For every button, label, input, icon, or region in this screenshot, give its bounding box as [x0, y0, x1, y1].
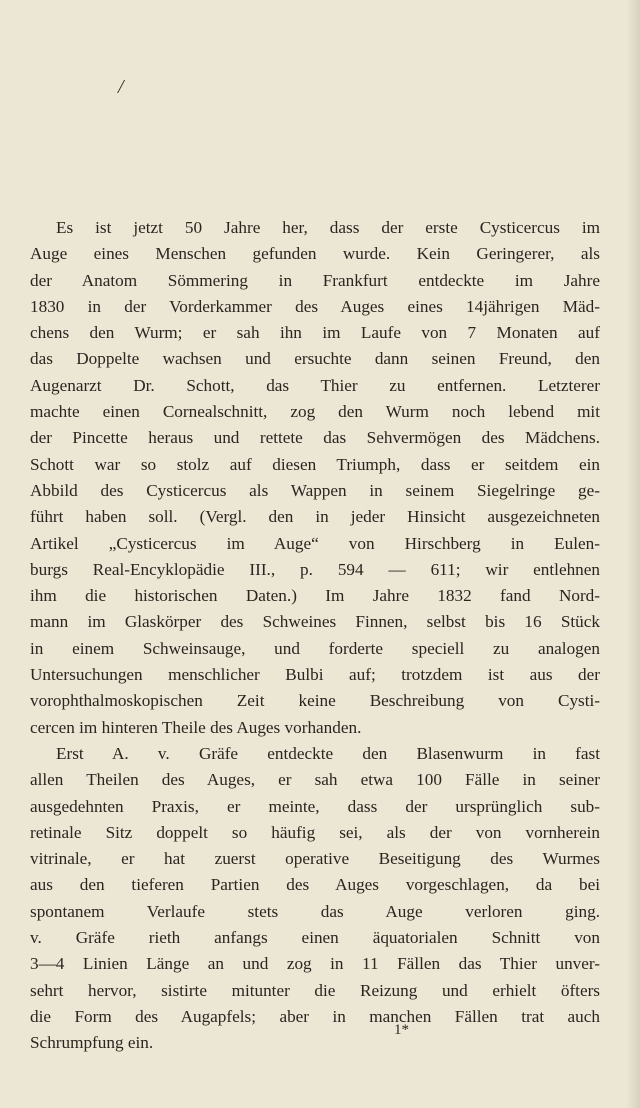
text-line: mann im Glaskörper des Schweines Finnen, selbst bis 16 Stück [30, 612, 600, 632]
text-line: ausgedehnten Praxis, er meinte, dass der ursprünglich sub- [30, 796, 600, 816]
text-line: Es ist jetzt 50 Jahre her, dass der erste Cysticercus im [56, 218, 600, 237]
text-line: Augenarzt Dr. Schott, das Thier zu entfernen. Letzterer [30, 375, 600, 395]
text-line: in einem Schweinsauge, und forderte speciell zu analogen [30, 638, 600, 658]
text-line: Erst A. v. Gräfe entdeckte den Blasenwurm in fast [56, 743, 600, 763]
text-line: v. Gräfe rieth anfangs einen äquatorialen Schnitt von [30, 928, 600, 948]
text-line: Abbild des Cysticercus als Wappen in seinem Siegelringe ge- [30, 480, 600, 500]
text-line: allen Theilen des Auges, er sah etwa 100 Fälle in seiner [30, 770, 600, 790]
page-number: 1* [394, 1022, 409, 1038]
text-line: der Pincette heraus und rettete das Sehvermögen des Mädchens. [30, 428, 600, 448]
text-line: Artikel „Cysticercus im Auge“ von Hirschberg in Eulen- [30, 533, 600, 553]
text-line: führt haben soll. (Vergl. den in jeder Hinsicht ausgezeichneten [30, 507, 600, 527]
text-line: burgs Real-Encyklopädie III., p. 594 — 611; wir entlehnen [30, 559, 600, 579]
body-text [30, 215, 600, 1057]
text-line: aus den tieferen Partien des Auges vorgeschlagen, da bei [30, 875, 600, 895]
text-line: Schott war so stolz auf diesen Triumph, dass er seitdem ein [30, 454, 600, 474]
text-line: der Anatom Sömmering in Frankfurt entdeckte im Jahre [30, 270, 600, 290]
text-line: Untersuchungen menschlicher Bulbi auf; trotzdem ist aus der [30, 665, 600, 685]
text-line: chens den Wurm; er sah ihn im Laufe von 7 Monaten auf [30, 323, 600, 343]
text-line: sehrt hervor, sistirte mitunter die Reizung und erhielt öfters [30, 980, 600, 1000]
text-line: vorophthalmoskopischen Zeit keine Beschreibung von Cysti- [30, 691, 600, 711]
text-line: retinale Sitz doppelt so häufig sei, als der von vornherein [30, 822, 600, 842]
text-line: Schrumpfung ein. [30, 1033, 154, 1053]
stray-mark: / [118, 76, 124, 98]
text-line: cercen im hinteren Theile des Auges vorhanden. [30, 717, 362, 737]
text-line: machte einen Cornealschnitt, zog den Wurm noch lebend mit [30, 402, 600, 422]
text-line: 3—4 Linien Länge an und zog in 11 Fällen das Thier unver- [30, 954, 600, 974]
text-line: 1830 in der Vorderkammer des Auges eines 14jährigen Mäd- [30, 296, 600, 316]
text-line: die Form des Augapfels; aber in manchen Fällen trat auch [30, 1006, 600, 1026]
text-line: Auge eines Menschen gefunden wurde. Kein Geringerer, als [30, 244, 600, 264]
text-line: ihm die historischen Daten.) Im Jahre 1832 fand Nord- [30, 586, 600, 606]
text-line: das Doppelte wachsen und ersuchte dann seinen Freund, den [30, 349, 600, 369]
text-line: spontanem Verlaufe stets das Auge verloren ging. [30, 901, 600, 921]
page-edge-shadow [626, 0, 640, 1108]
text-line: vitrinale, er hat zuerst operative Beseitigung des Wurmes [30, 849, 600, 869]
